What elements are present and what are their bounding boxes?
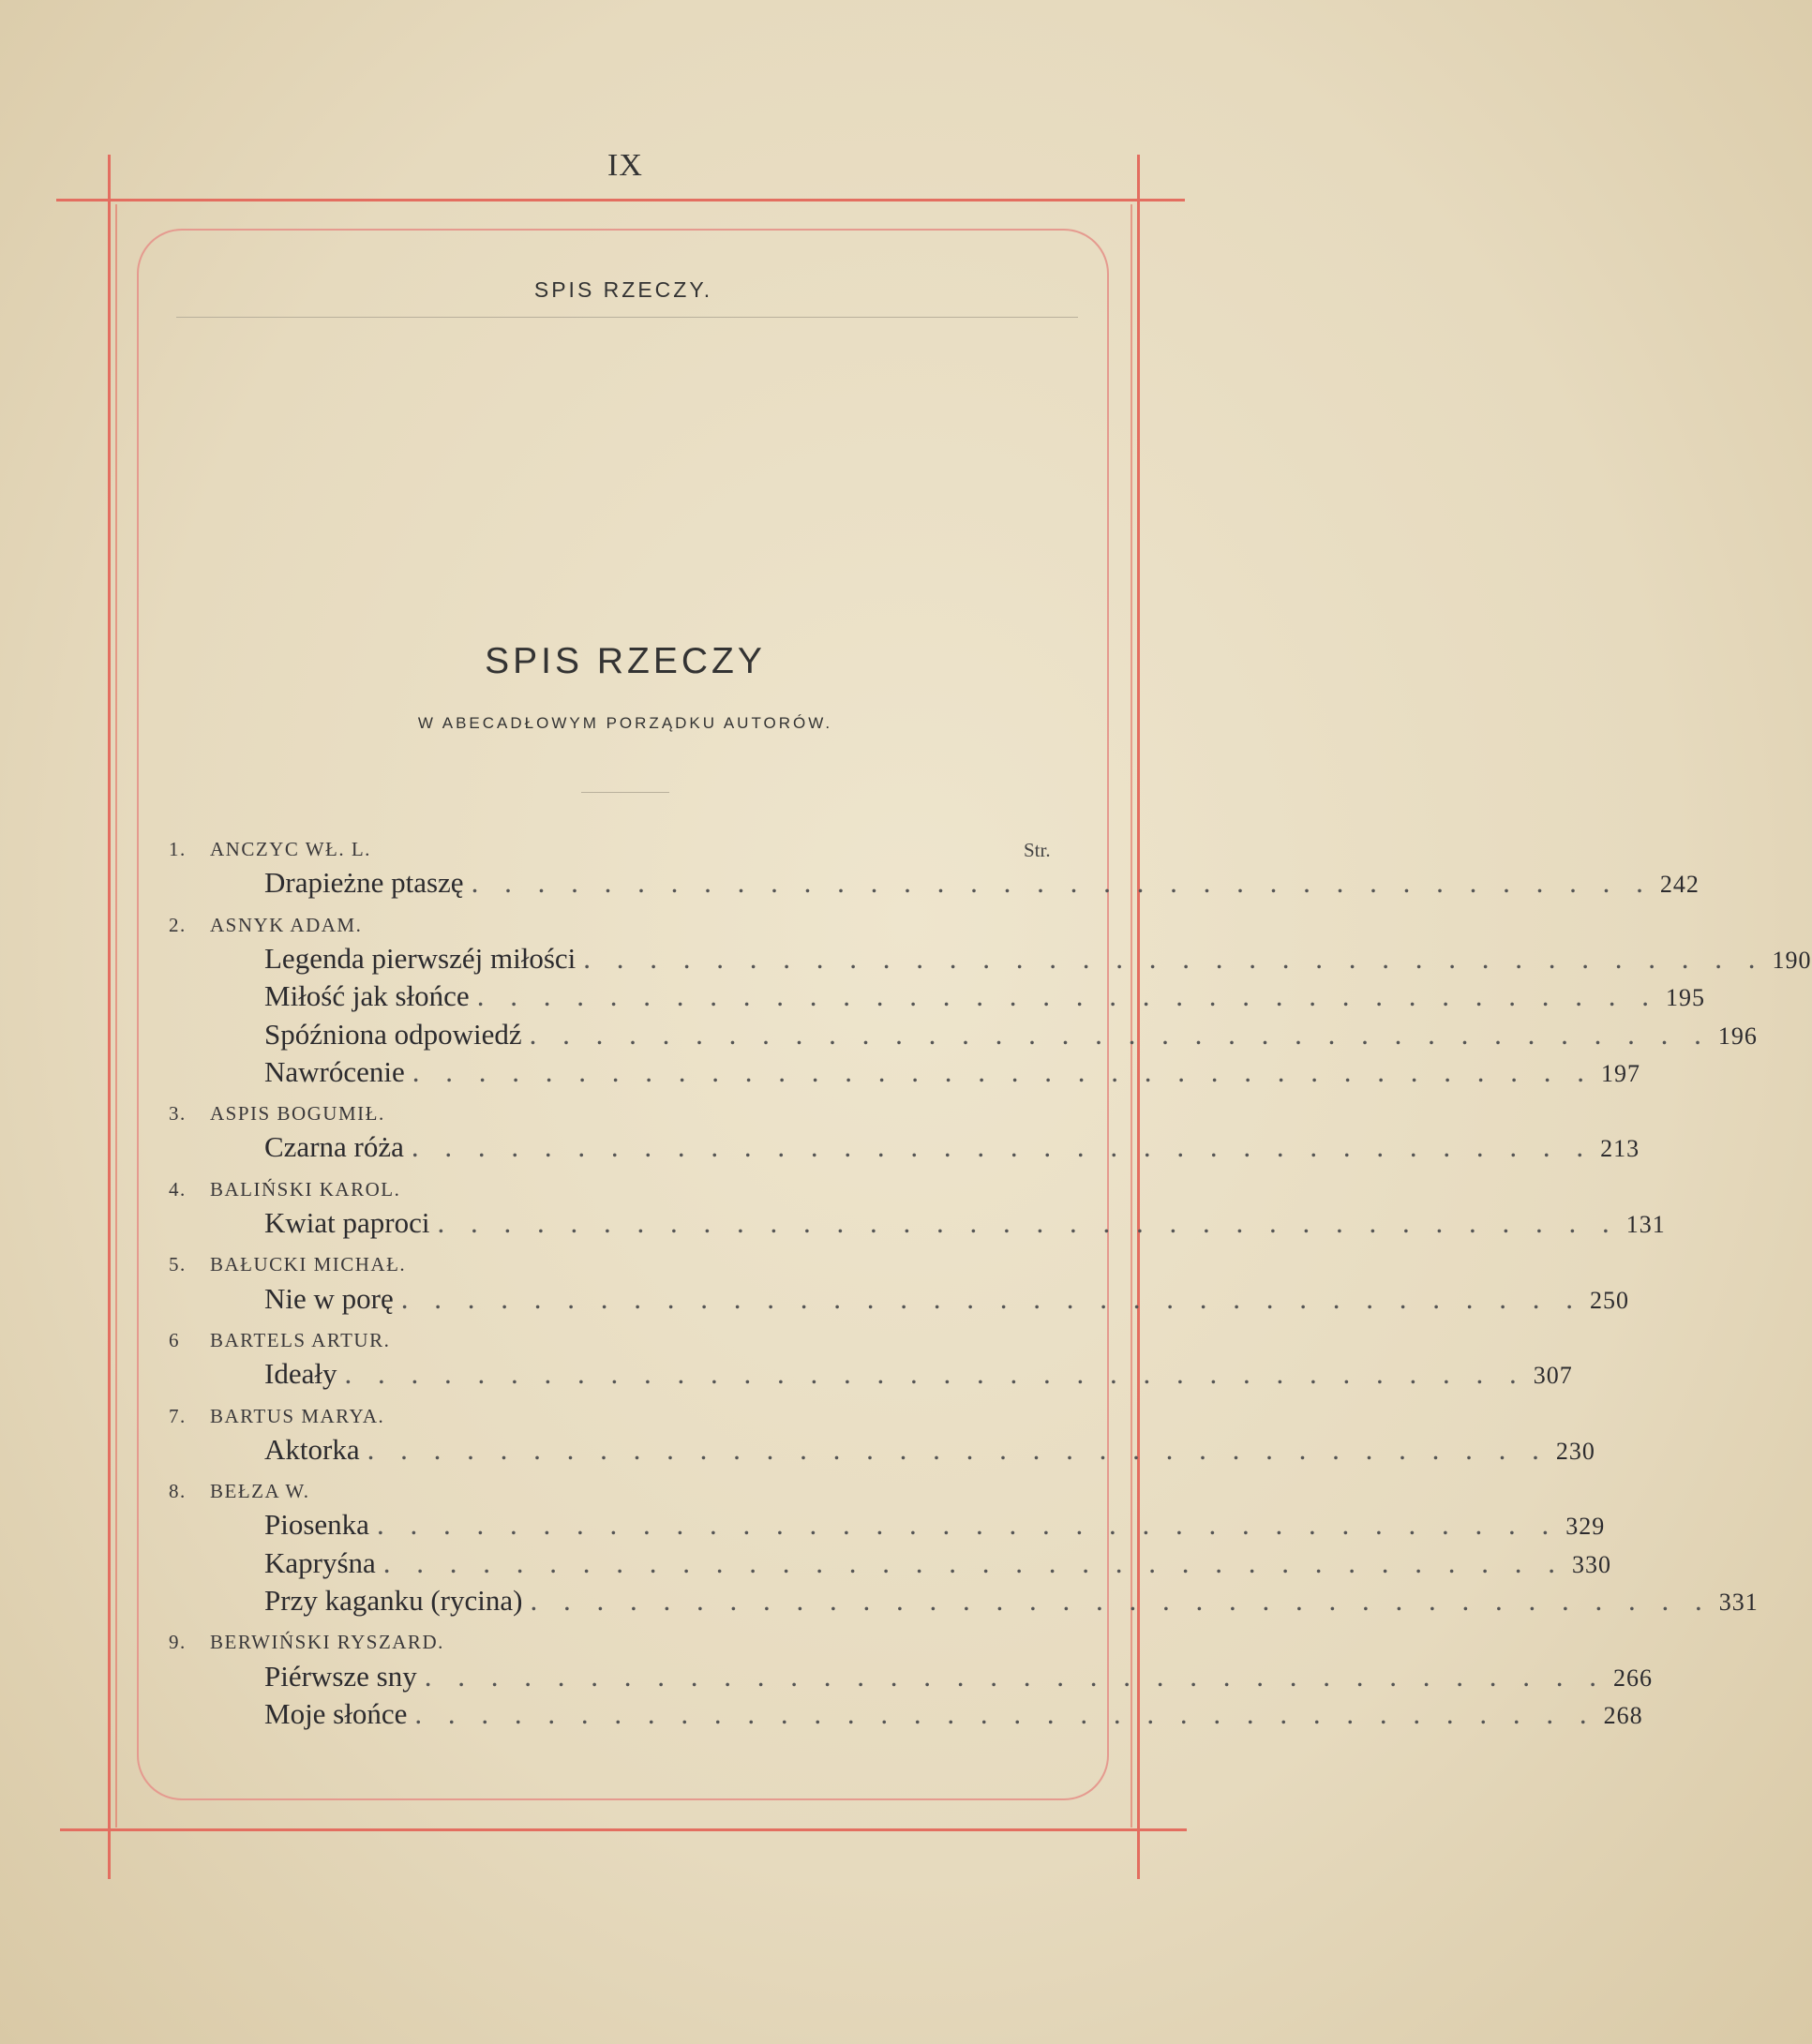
- work-title: Aktorka: [264, 1432, 360, 1466]
- work-title: Spóźniona odpowiedź: [264, 1017, 522, 1051]
- page-number-cell: 131: [1625, 1211, 1666, 1238]
- author-row: [169, 1320, 1074, 1357]
- work-title: Piérwsze sny: [264, 1659, 417, 1693]
- toc-entry: [169, 1206, 1666, 1244]
- work-title: Kapryśna: [264, 1545, 376, 1579]
- author-heading: [169, 1253, 406, 1276]
- page-number-cell: 307: [1533, 1362, 1573, 1390]
- toc-entry: [169, 1054, 1640, 1093]
- toc-entry: [169, 1130, 1640, 1168]
- dot-leader: . . . . . . . . . . . . . . . . . . . . . . . . . . . . . . . . . . . .: [376, 1508, 1559, 1542]
- work-title: Legenda pierwszéj miłości: [264, 941, 577, 975]
- work-title: Piosenka: [264, 1508, 369, 1542]
- toc-entry: [169, 1357, 1573, 1395]
- author-heading: [169, 1405, 384, 1428]
- toc-entry: [169, 1281, 1629, 1320]
- toc-entry-line: [264, 1545, 1612, 1580]
- toc-entry-line: [264, 979, 1705, 1013]
- author-heading: [169, 914, 362, 937]
- work-title: Miłość jak słońce: [264, 979, 470, 1013]
- dot-leader: . . . . . . . . . . . . . . . . . . . . . . . . . . . . . . . . . . . .: [437, 1206, 1619, 1239]
- author-name: ASPIS BOGUMIŁ.: [210, 1102, 385, 1126]
- work-title: Kwiat paproci: [264, 1206, 430, 1239]
- work-title: Moje słońce: [264, 1696, 408, 1730]
- dot-leader: . . . . . . . . . . . . . . . . . . . . . . . . . . . . . . . . . . . .: [476, 979, 1658, 1013]
- toc-entry: [169, 1659, 1653, 1697]
- toc-entry: [169, 1017, 1758, 1055]
- author-name: BALIŃSKI KAROL.: [210, 1177, 401, 1201]
- toc-entry-line: [264, 1432, 1595, 1467]
- author-number: 1.: [169, 838, 187, 860]
- running-head: SPIS RZECZY.: [533, 277, 713, 302]
- dot-leader: . . . . . . . . . . . . . . . . . . . . . . . . . . . . . . . . . . . .: [583, 941, 1765, 975]
- toc-entry: [169, 1696, 1643, 1735]
- toc-entry: [169, 941, 1812, 979]
- author-row: [169, 1169, 1074, 1206]
- author-heading: [169, 1178, 400, 1201]
- page-number-cell: 250: [1589, 1286, 1629, 1314]
- toc-entry-line: [264, 941, 1812, 976]
- author-row: [169, 828, 1074, 866]
- dot-leader: . . . . . . . . . . . . . . . . . . . . . . . . . . . . . . . . . . . .: [344, 1357, 1526, 1391]
- toc-entry-line: [264, 1659, 1653, 1693]
- dot-leader: . . . . . . . . . . . . . . . . . . . . . . . . . . . . . . . . . . . .: [471, 866, 1653, 900]
- dot-leader: . . . . . . . . . . . . . . . . . . . . . . . . . . . . . . . . . . . .: [382, 1545, 1565, 1579]
- work-title: Przy kaganku (rycina): [264, 1584, 523, 1617]
- toc-entry: [169, 1508, 1606, 1545]
- toc-entry-line: [264, 1130, 1640, 1164]
- toc-entry: [169, 1432, 1595, 1470]
- dot-leader: . . . . . . . . . . . . . . . . . . . . . . . . . . . . . . . . . . . .: [411, 1130, 1594, 1164]
- running-head-rule: [176, 317, 1078, 318]
- page-number: IX: [607, 148, 643, 183]
- author-row: [169, 1093, 1074, 1130]
- author-heading: [169, 1329, 390, 1352]
- author-heading: [169, 1480, 310, 1503]
- frame-left-rule: [108, 155, 111, 1879]
- author-number: 9.: [169, 1631, 187, 1654]
- page-title: SPIS RZECZY: [485, 641, 766, 681]
- author-name: BARTELS ARTUR.: [210, 1328, 391, 1351]
- dot-leader: . . . . . . . . . . . . . . . . . . . . . . . . . . . . . . . . . . . .: [400, 1281, 1582, 1315]
- author-number: 7.: [169, 1404, 187, 1427]
- toc-entry-line: [264, 1017, 1758, 1052]
- page-number-cell: 330: [1572, 1550, 1612, 1578]
- author-number: 2.: [169, 913, 187, 936]
- frame-bottom-rule: [60, 1828, 1187, 1831]
- work-title: Czarna róża: [264, 1130, 404, 1164]
- dot-leader: . . . . . . . . . . . . . . . . . . . . . . . . . . . . . . . . . . . .: [530, 1584, 1712, 1617]
- page-number-cell: 190: [1772, 946, 1812, 974]
- dot-leader: . . . . . . . . . . . . . . . . . . . . . . . . . . . . . . . . . . . .: [529, 1017, 1711, 1051]
- toc-entry-line: [264, 1054, 1640, 1089]
- author-name: ASNYK ADAM.: [210, 913, 363, 936]
- dot-leader: . . . . . . . . . . . . . . . . . . . . . . . . . . . . . . . . . . . .: [412, 1054, 1594, 1088]
- dot-leader: . . . . . . . . . . . . . . . . . . . . . . . . . . . . . . . . . . . .: [424, 1659, 1606, 1693]
- work-title: Ideały: [264, 1357, 337, 1391]
- toc-entry-line: [264, 1508, 1606, 1542]
- page-number-cell: 197: [1601, 1059, 1640, 1087]
- page-column-label: Str.: [1024, 839, 1051, 861]
- author-row: [169, 904, 1074, 942]
- toc-entry: [169, 1584, 1759, 1621]
- author-number: 6: [169, 1328, 180, 1351]
- author-row: [169, 1395, 1074, 1433]
- toc-entry: [169, 1545, 1612, 1584]
- work-title: Nie w porę: [264, 1281, 394, 1315]
- page-number-cell: 268: [1603, 1701, 1643, 1729]
- toc-entry-line: [264, 1206, 1666, 1240]
- toc-entry-line: [264, 1281, 1629, 1316]
- author-number: 3.: [169, 1102, 187, 1126]
- page-number-cell: 242: [1659, 871, 1700, 899]
- frame-left-inner-rule: [115, 204, 117, 1828]
- page-number-cell: 196: [1717, 1022, 1758, 1050]
- dot-leader: . . . . . . . . . . . . . . . . . . . . . . . . . . . . . . . . . . . .: [367, 1432, 1549, 1466]
- author-name: BARTUS MARYA.: [210, 1404, 385, 1427]
- title-divider: [581, 792, 669, 793]
- author-row: [169, 1470, 1074, 1508]
- page-number-cell: 213: [1600, 1135, 1640, 1163]
- author-name: BEŁZA W.: [210, 1480, 310, 1503]
- page-subtitle: W ABECADŁOWYM PORZĄDKU AUTORÓW.: [417, 714, 833, 732]
- toc-entry-line: [264, 866, 1700, 900]
- author-number: 8.: [169, 1480, 187, 1503]
- author-row: [169, 1621, 1074, 1659]
- toc-entry-line: [264, 1357, 1573, 1391]
- toc-entry: [169, 979, 1705, 1017]
- page-number-cell: 230: [1555, 1437, 1595, 1465]
- toc-entry-line: [264, 1584, 1759, 1618]
- dot-leader: . . . . . . . . . . . . . . . . . . . . . . . . . . . . . . . . . . . .: [414, 1696, 1596, 1730]
- author-heading: [169, 1102, 385, 1126]
- frame-top-rule: [56, 199, 1185, 201]
- author-row: [169, 1244, 1074, 1281]
- author-name: ANCZYC WŁ. L.: [210, 838, 371, 860]
- author-name: BAŁUCKI MICHAŁ.: [210, 1253, 407, 1276]
- author-number: 5.: [169, 1253, 187, 1276]
- page-number-cell: 329: [1565, 1513, 1606, 1541]
- author-heading: [169, 838, 371, 861]
- work-title: Nawrócenie: [264, 1054, 405, 1088]
- toc-entry: [169, 866, 1700, 903]
- page-number-cell: 195: [1665, 984, 1705, 1012]
- author-number: 4.: [169, 1177, 187, 1201]
- work-title: Drapieżne ptaszę: [264, 866, 464, 900]
- page-number-cell: 331: [1718, 1589, 1759, 1616]
- toc-entry-line: [264, 1696, 1643, 1731]
- author-heading: [169, 1631, 444, 1654]
- author-name: BERWIŃSKI RYSZARD.: [210, 1631, 444, 1654]
- page-number-cell: 266: [1612, 1664, 1653, 1692]
